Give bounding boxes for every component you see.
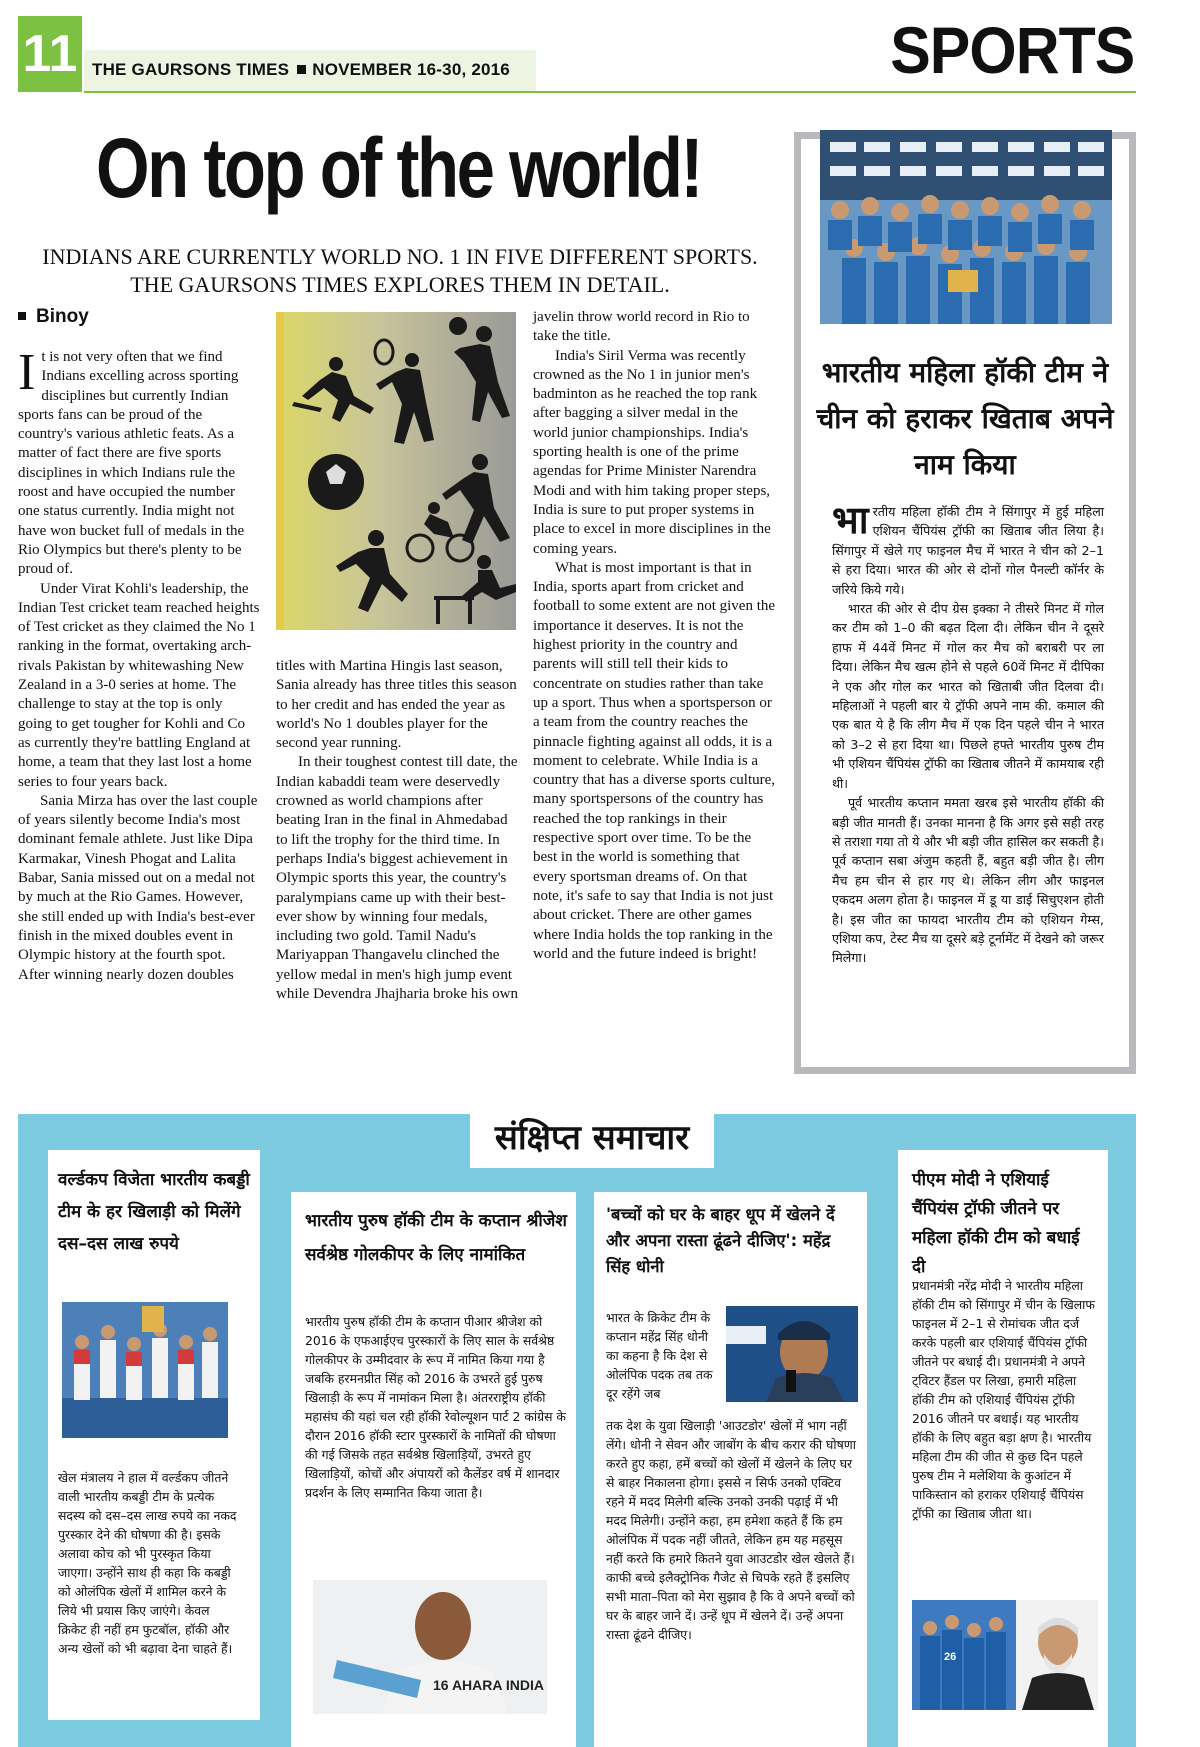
sreejesh-photo	[313, 1580, 547, 1714]
paragraph: India's Siril Verma was recently crowned as the No 1 in junior men's badminton as he reached the top rank after bagging a silver medal in the world junior championships. India's sporting health is one of the prime agendas for Prime Minister Narendra Modi and with him taking proper steps, India is sure to put proper systems in place to excel in more disciplines in the coming years.	[533, 347, 771, 557]
news-card-title: पीएम मोदी ने एशियाई चैंपियंस ट्रॉफी जीतने पर महिला हॉकी टीम को बधाई दी	[912, 1170, 1080, 1277]
byline-square-icon	[18, 312, 26, 320]
paragraph: भारतीय महिला हॉकी टीम ने सिंगापुर में हुई महिला एशियन चैंपियंस ट्रॉफी का खिताब जीत लिया है। सिंगापुर में खेले गए फाइनल मैच में भारत ने चीन को 2–1 से हरा दिया। भारत की ओर से दोनों गोल पैनल्टी कॉर्नर के जरिये किये गये।	[832, 498, 1104, 597]
womens-hockey-team-photo	[820, 130, 1112, 324]
news-card-title: 'बच्चों को घर के बाहर धूप में खेलने दें और अपना रास्ता ढूंढने दीजिए': महेंद्र सिंह धोनी	[606, 1205, 835, 1276]
subheadline: INDIANS ARE CURRENTLY WORLD NO. 1 IN FIVE DIFFERENT SPORTS. THE GAURSONS TIMES EXPLORES THEM IN DETAIL.	[42, 244, 758, 297]
separator-square-icon	[297, 65, 306, 74]
page-number: 11	[18, 16, 82, 92]
paragraph: Sania Mirza has over the last couple of years silently become India's most dominant female athlete. Just like Dipa Karmakar, Vinesh Phogat and Lalita Babar, Sania missed out on a medal not by much at the Rio Games. However, she still ended up with India's best-ever finish in the mixed doubles event in Olympic history at the fourth spot. After winning nearly dozen doubles	[18, 792, 258, 983]
hockey-story-body	[832, 498, 1104, 968]
hockey-story-title: भारतीय महिला हॉकी टीम ने चीन को हराकर खिताब अपने नाम किया	[816, 356, 1114, 481]
article-column-1	[18, 344, 260, 985]
section-title: SPORTS	[889, 13, 1134, 87]
drop-cap: भा	[832, 498, 869, 542]
news-card-body: प्रधानमंत्री नरेंद्र मोदी ने भारतीय महिला हॉकी टीम को सिंगापुर में चीन के खिलाफ फाइनल में 2–1 से रोमांचक जीत दर्ज करके पहली बार एशियाई चैंपियंस ट्रॉफी जीतने पर बधाई दी। प्रधानमंत्री ने अपने ट्विटर हैंडल पर लिखा, हमारी महिला हॉकी टीम को एशियाई चैंपियंस ट्रॉफी 2016 जीतने पर बधाई। यह भारतीय हॉकी के लिए बहुत बड़ा क्षण है। भारतीय महिला टीम की जीत से कुछ दिन पहले पुरुष टीम ने मलेशिया के कुआंटन में पाकिस्तान को हराकर एशियाई चैंपियंस ट्रॉफी का खिताब जीता था।	[912, 1278, 1095, 1521]
paragraph: Under Virat Kohli's leadership, the Indian Test cricket team reached heights of Test cricket as they claimed the No 1 ranking in the format, overtaking arch-rivals Pakistan by whitewashing New Zealand in a 3-0 series at home. The challenge to stay at the top is only going to get tougher for Kohli and Co as currently they're battling England at home, a team that they last lost a home series to four years back.	[18, 580, 260, 790]
news-card-title: भारतीय पुरुष हॉकी टीम के कप्तान श्रीजेश सर्वश्रेष्ठ गोलकीपर के लिए नामांकित	[305, 1211, 567, 1265]
jersey-number: 26	[944, 1651, 957, 1663]
paragraph: पूर्व भारतीय कप्तान ममता खरब इसे भारतीय हॉकी की बड़ी जीत मानती हैं। उनका मानना है कि अगर इसे सही तरह से तराशा गया तो ये और भी बड़ी जीत हासिल कर सकती है। पूर्व कप्तान सबा अंजुम कहती हैं, बहुत बड़ी जीत है। लीग मैच हम चीन से हार गए थे। लेकिन लीग और फाइनल एकदम अलग होता है। फाइनल में डू या डाई सिचुएशन होती है। इस जीत का फायदा भारतीय टीम को एशियन गेम्स, एशिया कप, टेस्ट मैच या दूसरे बड़े टूर्नामेंट में देखने को जरूर मिलेगा।	[832, 795, 1104, 966]
jersey-text: 16 AHARA INDIA	[433, 1677, 544, 1693]
news-card-dhoni	[594, 1192, 867, 1747]
news-card-body: तक देश के युवा खिलाड़ी 'आउटडोर' खेलों में भाग नहीं लेंगे। धोनी ने सेवन और जाबोंग के बीच करार की घोषणा करते हुए कहा, हमें बच्चों को खेलों में खेलने के लिए घर से बाहर निकालना होगा। इससे न सिर्फ उनको एक्टिव रहने में मदद मिलेगी बल्कि उनको उनकी पढ़ाई में भी मदद मिलेगी। उन्होंने कहा, हम हमेशा कहते हैं कि हम ओलंपिक में पदक नहीं जीतते, लेकिन हम यह महसूस नहीं करते कि हमारे कितने युवा आउटडोर खेल खेलते हैं। काफी बच्चे इलैक्ट्रोनिक गैजेट से चिपके रहते हैं इसलिए सभी माता–पिता को मेरा सुझाव है कि वे अपने बच्चों को घर के बाहर जाने दें। उन्हें धूप में खेलने दें। उन्हें अपना रास्ता ढूंढने दीजिए।	[606, 1418, 856, 1642]
drop-cap: I	[18, 344, 36, 401]
paragraph: What is most important is that in India, sports apart from cricket and football to some extent are not given the importance it deserves. It is not the highest priority in the country and parents will still tell their kids to concentrate on studies rather than take up a sport. Thus when a sportsperson or a team from the country reaches the pinnacle fighting against all odds, it is a moment to celebrate. While India is a country that has a diverse sports culture, many sportspersons of the country has reached the top rankings in their respective sport over time. To be the best in the world is something that every sportsman dreams of. On that note, it's safe to say that India is not just about cricket. There are other games where India holds the top ranking in the world and the future indeed is bright!	[533, 559, 776, 962]
paragraph: भारत की ओर से दीप ग्रेस इक्का ने तीसरे मिनट में गोल कर टीम को 1–0 की बढ़त दिला दी। लेकिन चीन ने दूसरे हाफ में 44वें मिनट में गोल कर मैच को बराबरी पर ला दिया। लेकिन मैच खत्म होने से पहले 60वें मिनट में दीपिका ने एक और गोल कर भारत को खिताबी जीत दिलवा दी। महिलाओं ने पहली बार ये ट्रॉफी अपने नाम की. कमाल की एक बात ये है कि लीग मैच में एक दिन पहले चीन ने भारत को 3–2 से हरा दिया था। पिछले हफ्ते भारतीय पुरुष टीम भी एशियन चैंपियंस ट्रॉफी का खिताब जीतने में कामयाब रही थी।	[832, 601, 1104, 791]
sports-silhouettes-illustration	[276, 312, 516, 630]
byline	[18, 306, 89, 328]
issue-date: NOVEMBER 16-30, 2016	[312, 60, 510, 79]
author-name: Binoy	[36, 306, 89, 327]
news-card-body: भारतीय पुरुष हॉकी टीम के कप्तान पीआर श्रीजेश को 2016 के एफआईएच पुरस्कारों के लिए साल के सर्वश्रेष्ठ गोलकीपर के उम्मीदवार के रूप में नामित किया गया है जबकि हरमनप्रीत सिंह को 2016 के उभरते हुई पुरुष खिलाड़ी के रूप में नामांकन मिला है। अंतरराष्ट्रीय हॉकी महासंघ की यहां चल रही हॉकी रेवोल्यूशन पार्ट 2 कांग्रेस के दौरान 2016 हॉकी स्टार पुरस्कारों के नामितों की घोषणा की गई जिसके तहत सर्वश्रेष्ठ खिलाड़ियों, उभरते हुए खिलाड़ियों, कोचों और अंपायरों को कैलेंडर वर्ष में शानदार प्रदर्शन के लिए सम्मानित किया जाता है।	[305, 1314, 566, 1500]
kabaddi-team-photo	[62, 1302, 228, 1438]
paragraph: It is not very often that we find Indians excelling across sporting disciplines but currently Indian sports fans can be proud of the country's various athletic feats. As a matter of fact there are five sports disciplines in which Indians rule the roost and have occupied the number one status currently. India might not have won bucket full of medals in the Rio Olympics but there's plenty to be proud of.	[18, 344, 245, 578]
headline: On top of the world!	[96, 121, 702, 215]
paragraph: In their toughest contest till date, the Indian kabaddi team were deservedly crowned as world champions after beating Iran in the final in Ahmedabad to lift the trophy for the third time. In perhaps India's biggest achievement in Olympic sports this year, the country's paralympians came up with their best-ever show by winning four medals, including two gold. Tamil Nadu's Mariyappan Thangavelu clinched the yellow medal in men's high jump event while Devendra Jhajharia broke his own	[276, 754, 519, 1003]
news-card-body: खेल मंत्रालय ने हाल में वर्ल्डकप जीतने वाली भारतीय कबड्डी टीम के प्रत्येक सदस्य को दस–दस लाख रुपये का नकद पुरस्कार देने की घोषणा की है। इसके अलावा कोच को भी पुरस्कृत किया जाएगा। उन्होंने साथ ही कहा कि कबड्डी को ओलंपिक खेलों में शामिल करने के लिये भी प्रयास किए जाएंगे। केवल क्रिकेट ही नहीं हम फुटबॉल, हॉकी और अन्य खेलों को भी बढ़ावा देना चाहते हैं।	[58, 1470, 237, 1656]
news-card-title: वर्ल्डकप विजेता भारतीय कबड्डी टीम के हर खिलाड़ी को मिलेंगे दस–दस लाख रुपये	[58, 1170, 250, 1254]
paragraph: titles with Martina Hingis last season, Sania already has three titles this season to her credit and has ended the year as world's No 1 doubles player for the second year running.	[276, 658, 517, 752]
news-card-sreejesh	[291, 1192, 576, 1747]
news-card-modi	[898, 1150, 1108, 1747]
news-card-kabaddi	[48, 1150, 260, 1720]
hockey-team-and-modi-photo	[912, 1600, 1098, 1710]
news-card-body-intro: भारत के क्रिकेट टीम के कप्तान महेंद्र सिंह धोनी का कहना है कि देश से ओलंपिक पदक तब तक दूर रहेंगे जब	[606, 1310, 713, 1401]
dhoni-photo	[726, 1306, 858, 1402]
masthead	[92, 60, 510, 80]
article-column-2	[276, 657, 518, 1004]
article-column-3	[533, 308, 775, 964]
publication-name: THE GAURSONS TIMES	[92, 60, 290, 79]
header-rule	[84, 91, 1136, 93]
paragraph: javelin throw world record in Rio to take the title.	[533, 309, 750, 345]
brief-news-title: संक्षिप्त समाचार	[470, 1108, 714, 1168]
